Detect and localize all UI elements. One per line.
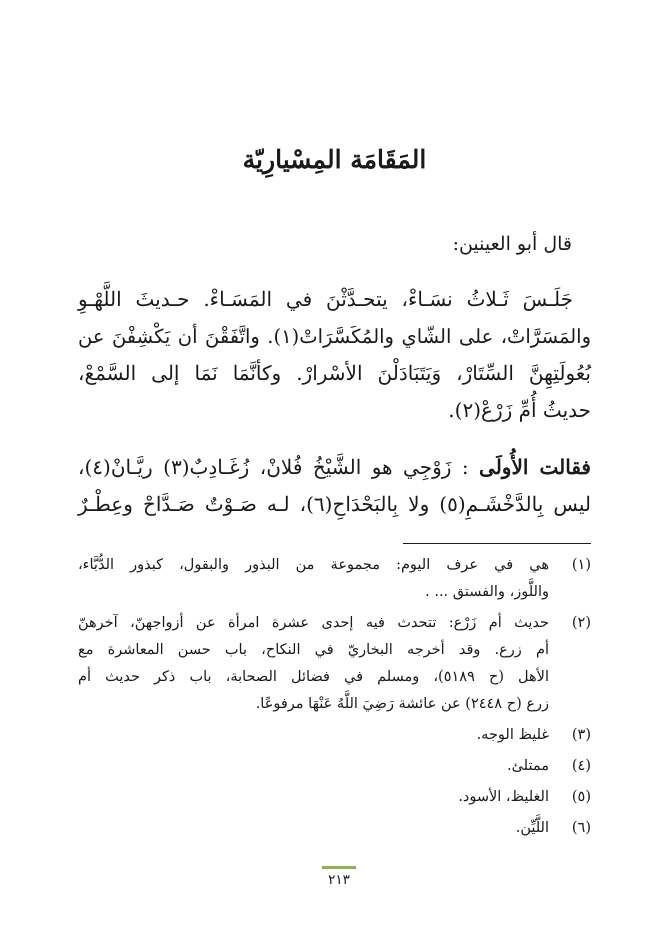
intro-line: قال أبو العينين: [452,233,572,255]
footnote-number: (٦) [571,820,591,836]
footnote-6 [78,815,591,842]
footnote-number: (٣) [571,727,591,743]
footnote-number: (٢) [571,615,591,631]
page-title: المَقَامَة المِسْيارِيّة [242,145,427,174]
footnote-text [78,784,549,811]
paragraph-1 [78,281,591,429]
footnote-line: ممتلئ. [506,758,549,774]
footnote-separator [403,543,591,544]
footnote-line: اللَّيِّن. [515,820,549,836]
page-number: ٢١٣ [328,872,350,888]
paragraph-2-line [78,449,591,486]
footnote-1 [78,552,591,606]
footnote-line: الأهل (ح ٥١٨٩)، ومسلم في فضائل الصحابة، باب ذكر حديث أم [78,669,549,685]
footnote-text [78,552,549,606]
footnote-text [78,753,549,780]
paragraph-1-line: جَلَـسَ ثَـلاثُ نسَـاءْ، يتحـدَّثْنَ في المَسَـاءْ. حـديثَ اللَّهْـوِ [78,287,573,311]
paragraph-2-line: ليس بِالدَّخْشَـمِ(٥) ولا بِالبَحْدَاحِ(٦)، لـه صَـوْتٌ صَـدَّاحْ وعِطْـرٌ [78,492,591,516]
footnote-text [78,815,549,842]
paragraph-1-line: حديثُ أُمِّ زَرْعْ(٢). [448,398,591,422]
footnote-line: واللَّوز، والفستق ... . [425,584,549,600]
paragraph-2-lead: فقالت الأُولَى [479,455,591,479]
footnote-number: (٥) [571,789,591,805]
footnote-number: (١) [571,557,591,573]
footnote-line: أم زرع. وقد أخرجه البخاريّ في النكاح، باب حسن المعاشرة مع [78,642,549,658]
footnote-text [78,722,549,749]
footnote-number: (٤) [571,758,591,774]
footnote-line: زرع (ح ٢٤٤٨) عن عائشة رَضِيَ اللَّهُ عَنْهَا مرفوعًا. [255,696,549,712]
footnote-4 [78,753,591,780]
paragraph-1-line: بُعُولَتِهِنَّ السِّتَارْ، وَيَتَبَادَلْنَ الأسْرارْ. وكأنَّمَا نَمَا إلى السَّمْعْ، [78,361,591,385]
footnote-line: حديث أم زَرْع: تتحدث فيه إحدى عشرة امرأة عن أزواجهنّ، آخرهنّ [78,615,549,631]
footnote-3 [78,722,591,749]
paragraph-2-line-rest: : زَوْجِي هو الشَّيْخُ فُلانْ، زُغَـادِبٌ(٣) ريَّـانْ(٤)، [78,455,480,479]
paragraph-2 [78,449,591,523]
footnote-text [78,610,549,718]
footnote-line: غليظ الوجه. [476,727,549,743]
footnotes [78,552,591,846]
footnote-line: هي في عرف اليوم: مجموعة من البذور والبقول، كبذور الدُّبَّاء، [78,557,549,573]
footnote-line: الغليظ، الأسود. [458,789,549,805]
paragraph-1-line: والمَسَرَّاتْ، على الشّاي والمُكَسَّرَاتْ(١). واتَّفَقْنَ أن يَكْشِفْنَ عن [78,325,592,348]
footnote-5 [78,784,591,811]
footnote-2 [78,610,591,718]
page-footer [322,866,356,891]
